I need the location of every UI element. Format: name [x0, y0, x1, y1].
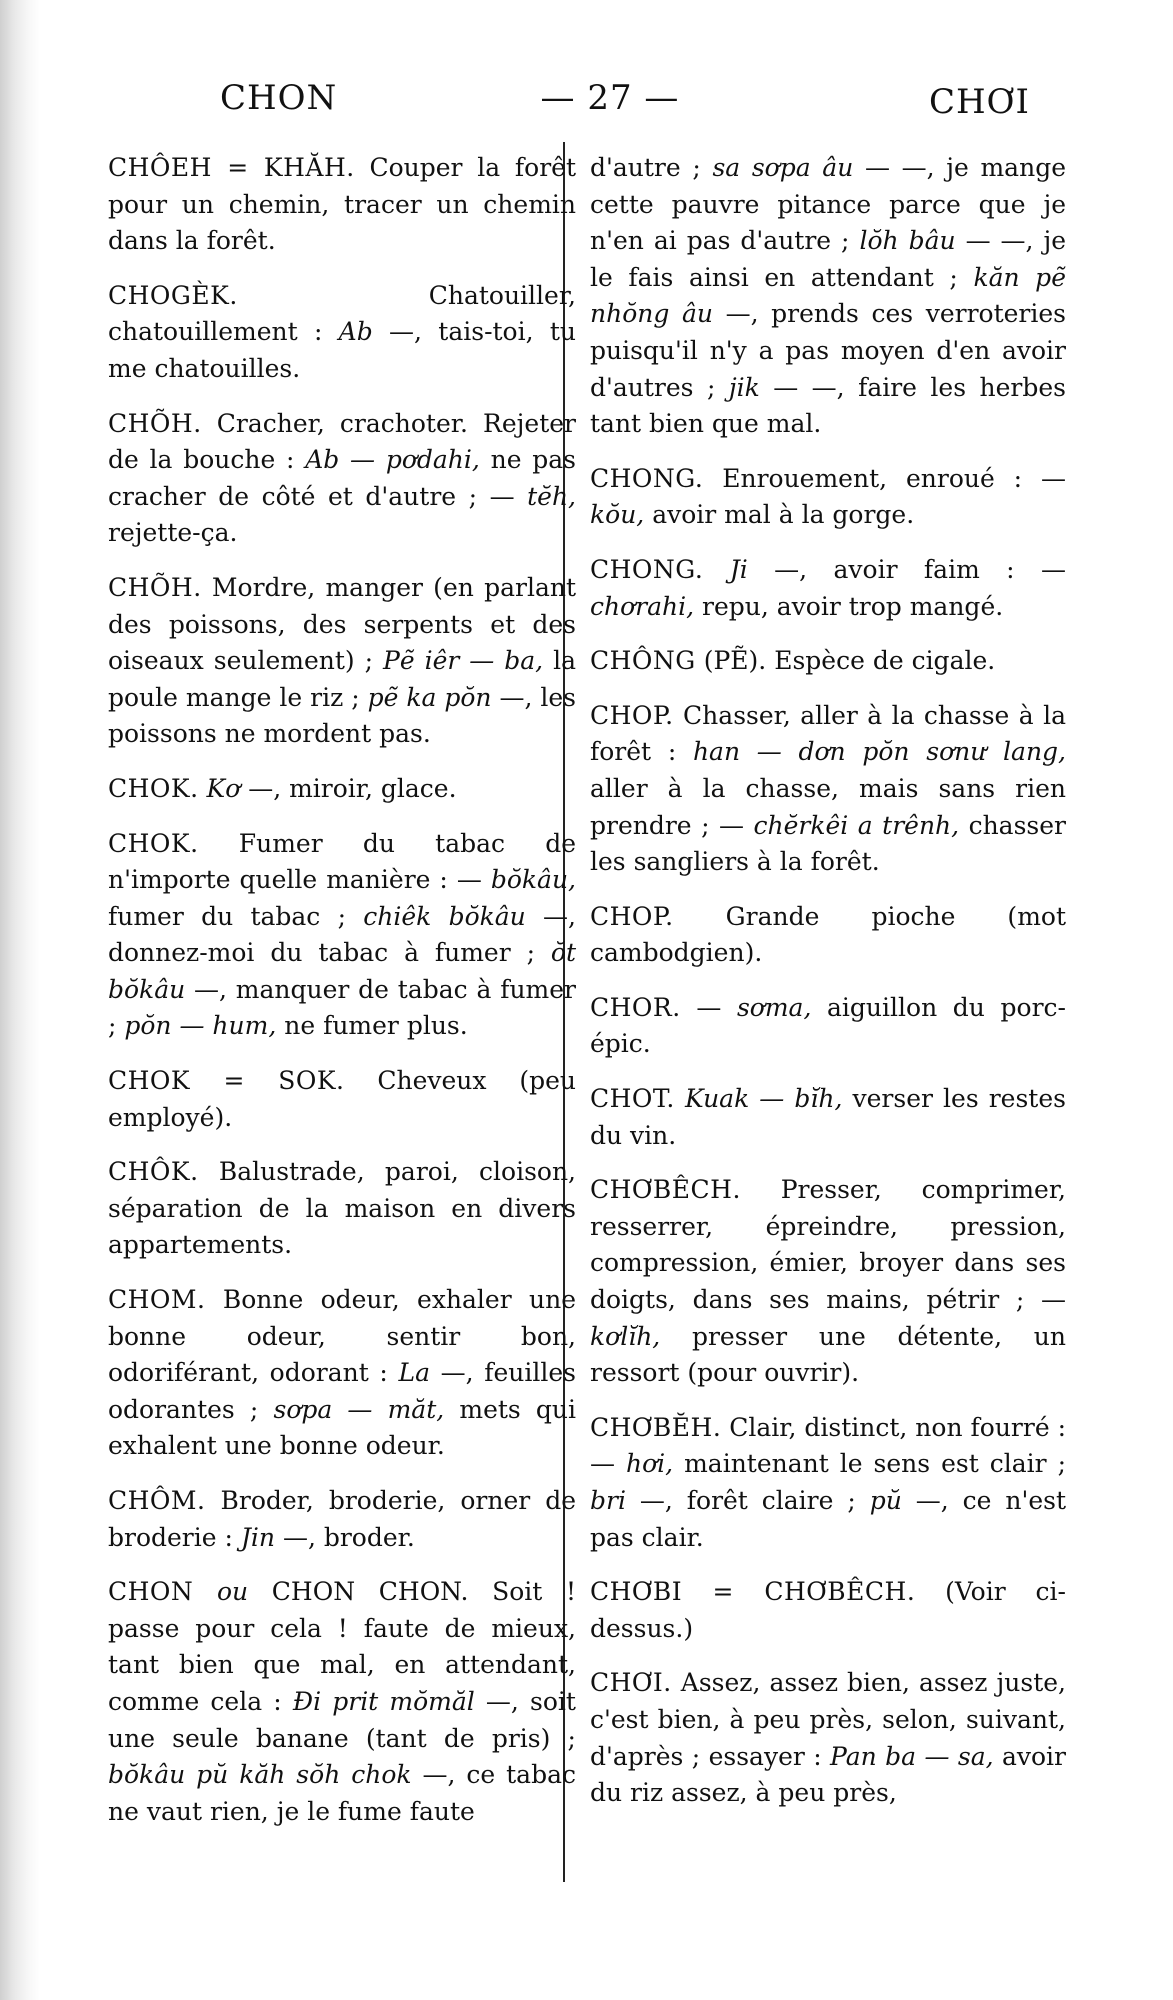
entry-example-italic: La — [398, 1358, 431, 1388]
entry-headword: CHÔK. — [108, 1157, 199, 1187]
entry-definition-text: —, soit une seule banane (tant de pris) ; — [108, 1686, 576, 1753]
entry-definition-text: Broder, broderie, orner de broderie : — [108, 1486, 576, 1552]
entry-headword: CHONG. — [590, 463, 704, 493]
entry-headword: CHOK. — [108, 828, 199, 858]
entry-headword: CHOM. — [108, 1285, 206, 1315]
entry-headword: CHÔM. — [108, 1486, 206, 1515]
entry-example-italic: bŏkâu, — [490, 865, 576, 895]
entry-definition-text: repu, avoir trop mangé. — [694, 591, 1004, 621]
entry-definition-text: Balustrade, paroi, cloison, séparation de la maison en divers appartements. — [108, 1157, 576, 1260]
entry-definition-text: CHON CHON. Soit ! passe pour cela ! faute de mieux, tant bien que mal, en attendant, comme cela : — [108, 1577, 576, 1716]
entry-example-italic: Kuak — bĭh, — [684, 1084, 843, 1114]
dictionary-entry — [108, 150, 576, 260]
entry-definition-text — [193, 1577, 217, 1606]
dictionary-entry — [590, 698, 1066, 881]
entry-definition-text: —, manquer de tabac à fumer ; — [108, 974, 576, 1041]
dictionary-entry — [590, 1172, 1066, 1392]
entry-headword: CHƠBÊCH. — [590, 1175, 741, 1205]
entry-example-italic: hơi, — [626, 1449, 674, 1479]
entry-headword: CHOK. — [108, 773, 199, 803]
entry-headword: CHOR. — [590, 992, 681, 1022]
entry-headword: CHÕH. — [108, 572, 202, 602]
entry-definition-text: —, les poissons ne mordent pas. — [108, 682, 576, 749]
entry-definition-text: —, forêt claire ; — [625, 1486, 870, 1515]
entry-example-italic: Ab — [338, 317, 373, 347]
entry-headword: CHƠBI = CHƠBÊCH. — [590, 1577, 916, 1607]
entry-example-italic: kơlĭh, — [590, 1321, 661, 1351]
entry-example-italic: Pan ba — sa, — [830, 1741, 994, 1771]
entry-definition-text: —, ce n'est pas clair. — [590, 1486, 1067, 1552]
entry-definition-text: (PẼ). Espèce de cigale. — [695, 646, 996, 676]
dictionary-entry — [590, 461, 1066, 534]
dictionary-entry — [108, 406, 576, 552]
entry-definition-text — [675, 1084, 685, 1113]
entry-definition-text: Mordre, manger (en parlant des poissons, des serpents et des oiseaux seulement) ; — [108, 572, 576, 676]
entry-headword: CHOP. — [590, 901, 674, 931]
entry-headword: CHÔEH = KHĂH. — [108, 153, 355, 182]
entry-definition-text: —, tais-toi, tu me chatouilles. — [108, 317, 577, 383]
dictionary-entry — [108, 771, 576, 808]
entry-definition-text: Presser, comprimer, resserrer, épreindre, pression, compression, émier, broyer dans ses doigts, dans ses mains, pétrir ; — — [590, 1175, 1066, 1315]
dictionary-entry — [590, 1665, 1066, 1811]
entry-definition-text: Cracher, crachoter. Rejeter de la bouche : — [108, 408, 576, 475]
dictionary-entry — [108, 1483, 576, 1556]
entry-definition-text: —, miroir, glace. — [240, 773, 457, 803]
entry-example-italic: chiêk bŏkâu — [363, 901, 526, 931]
dictionary-entry — [108, 570, 576, 753]
entry-definition-text: ne pas cracher de côté et d'autre ; — — [108, 445, 576, 511]
entry-definition-text: Couper la forêt pour un chemin, tracer un chemin dans la forêt. — [108, 153, 576, 256]
entry-definition-text: verser les restes du vin. — [590, 1084, 1066, 1150]
entry-headword: CHƠI. — [590, 1668, 672, 1698]
entry-example-italic: Đi prit mŏmăl — [292, 1686, 475, 1716]
entry-example-italic: kăn pẽ nhŏng âu — [590, 262, 1066, 329]
left-column — [108, 150, 576, 1848]
entry-example-italic: jik — [728, 372, 760, 402]
entry-example-italic: Kơ — [206, 773, 241, 803]
entry-definition-text: rejette-ça. — [108, 518, 238, 548]
right-column — [590, 150, 1066, 1830]
entry-definition-text: avoir mal à la gorge. — [644, 500, 915, 530]
entry-headword: CHOP. — [590, 700, 674, 730]
dictionary-entry — [108, 1063, 576, 1136]
entry-headword: CHOT. — [590, 1084, 675, 1114]
entry-definition-text: — — [680, 992, 737, 1022]
entry-example-italic: Ab — pơdahi, — [305, 445, 480, 475]
entry-definition-text — [199, 774, 207, 803]
entry-definition-text: la poule mange le riz ; — [108, 646, 576, 712]
entry-definition-text: — —, faire les herbes tant bien que mal. — [590, 372, 1066, 439]
entry-example-italic: ŏt bŏkâu — [108, 938, 576, 1004]
entry-definition-text: Chasser, aller à la chasse à la forêt : — [590, 700, 1066, 767]
entry-definition-text: —, avoir faim : — — [747, 554, 1066, 584]
entry-definition-text: — —, je le fais ainsi en attendant ; — [590, 226, 1066, 292]
dictionary-entry — [108, 278, 576, 388]
entry-example-italic: bri — [590, 1486, 626, 1515]
entry-definition-text: aiguillon du porc-épic. — [590, 992, 1066, 1059]
entry-headword: CHOGÈK. — [108, 280, 238, 310]
entry-definition-text: chasser les sangliers à la forêt. — [590, 810, 1066, 877]
entry-definition-text: d'autre ; — [590, 153, 713, 182]
entry-example-italic: chơrahi, — [590, 591, 695, 621]
dictionary-entry — [590, 1081, 1066, 1154]
entry-definition-text: fumer du tabac ; — [108, 901, 364, 931]
entry-example-italic: han — dơn pŏn sơnư lang, — [692, 737, 1066, 767]
entry-definition-text — [703, 555, 729, 584]
entry-definition-text: —, feuilles odorantes ; — [108, 1358, 576, 1424]
entry-definition-text: —, ce tabac ne vaut rien, je le fume faute — [108, 1760, 576, 1826]
dictionary-entry — [590, 643, 1066, 680]
entry-headword: CHON — [108, 1577, 194, 1607]
dictionary-entry — [108, 1154, 576, 1264]
entry-definition-text: — —, je mange cette pauvre pitance parce que je n'en ai pas d'autre ; — [590, 153, 1066, 256]
entry-example-italic: bŏkâu pŭ kăh sŏh chok — [108, 1760, 412, 1790]
entry-definition-text: —, broder. — [275, 1522, 415, 1552]
entry-definition-text: Clair, distinct, non fourré : — — [590, 1412, 1066, 1479]
entry-definition-text: avoir du riz assez, à peu près, — [590, 1741, 1066, 1808]
entry-definition-text: Grande pioche (mot cambodgien). — [590, 901, 1066, 968]
running-header — [110, 78, 1110, 128]
entry-headword: CHONG. — [590, 554, 704, 584]
entry-definition-text: Assez, assez bien, assez juste, c'est bien, à peu près, selon, suivant, d'après ; essayer : — [590, 1668, 1066, 1771]
entry-definition-text: —, prends ces verroteries puisqu'il n'y a pas moyen d'en avoir d'autres ; — [590, 299, 1066, 402]
entry-example-italic: sơpa — măt, — [273, 1394, 445, 1424]
entry-example-italic: kŏu, — [590, 500, 645, 530]
dictionary-entry — [590, 990, 1066, 1063]
entry-definition-text: aller à la chasse, mais sans rien prendre ; — — [590, 773, 1066, 840]
entry-example-italic: lŏh bâu — [859, 226, 956, 256]
entry-example-italic: Jin — [240, 1522, 275, 1552]
dictionary-entry — [590, 552, 1066, 625]
entry-example-italic: sa sơpa âu — [712, 153, 854, 182]
dictionary-entry — [108, 1574, 576, 1830]
entry-example-italic: Pẽ iêr — ba, — [383, 646, 544, 676]
entry-definition-text: Fumer du tabac de n'importe quelle manière : — — [108, 828, 576, 895]
entry-example-italic: Ji — [729, 554, 748, 584]
entry-definition-text: presser une détente, un ressort (pour ouvrir). — [590, 1321, 1066, 1388]
entry-definition-text: Bonne odeur, exhaler une bonne odeur, sentir bon, odoriférant, odorant : — [108, 1285, 576, 1388]
dictionary-entry — [108, 1282, 576, 1465]
entry-definition-text: Chatouiller, chatouillement : — [108, 280, 576, 347]
dictionary-entry — [590, 150, 1066, 443]
dictionary-entry — [590, 1574, 1066, 1647]
entry-headword: CHƠBĔH. — [590, 1412, 722, 1442]
dictionary-entry — [590, 899, 1066, 972]
entry-definition-text: mets qui exhalent une bonne odeur. — [108, 1394, 576, 1461]
entry-example-italic: pŭ — [869, 1486, 902, 1515]
dictionary-entry — [108, 826, 576, 1046]
entry-definition-text: Cheveux (peu employé). — [108, 1066, 576, 1132]
entry-headword: CHÕH. — [108, 408, 202, 438]
entry-definition-text: ne fumer plus. — [276, 1011, 468, 1041]
entry-headword: CHÔNG — [590, 646, 696, 676]
entry-definition-text: maintenant le sens est clair ; — [673, 1449, 1067, 1479]
entry-example-italic: pẽ ka pŏn — [367, 682, 492, 712]
dictionary-entry — [590, 1410, 1066, 1556]
header-left-word: CHON — [220, 78, 338, 118]
entry-example-italic: tĕh, — [527, 481, 576, 511]
entry-headword: CHOK = SOK. — [108, 1066, 345, 1096]
entry-example-italic: chĕrkêi a trênh, — [753, 810, 960, 840]
entry-definition-text: Enrouement, enroué : — — [703, 463, 1066, 493]
entry-definition-text: —, donnez-moi du tabac à fumer ; — [108, 901, 577, 968]
entry-example-italic: ou — [216, 1577, 249, 1607]
entry-example-italic: pŏn — hum, — [124, 1011, 277, 1041]
entry-definition-text: (Voir ci-dessus.) — [590, 1577, 1066, 1643]
entry-example-italic: sơma, — [736, 992, 812, 1022]
page-number: — 27 — — [540, 78, 680, 118]
header-right-word: CHƠI — [929, 82, 1030, 122]
